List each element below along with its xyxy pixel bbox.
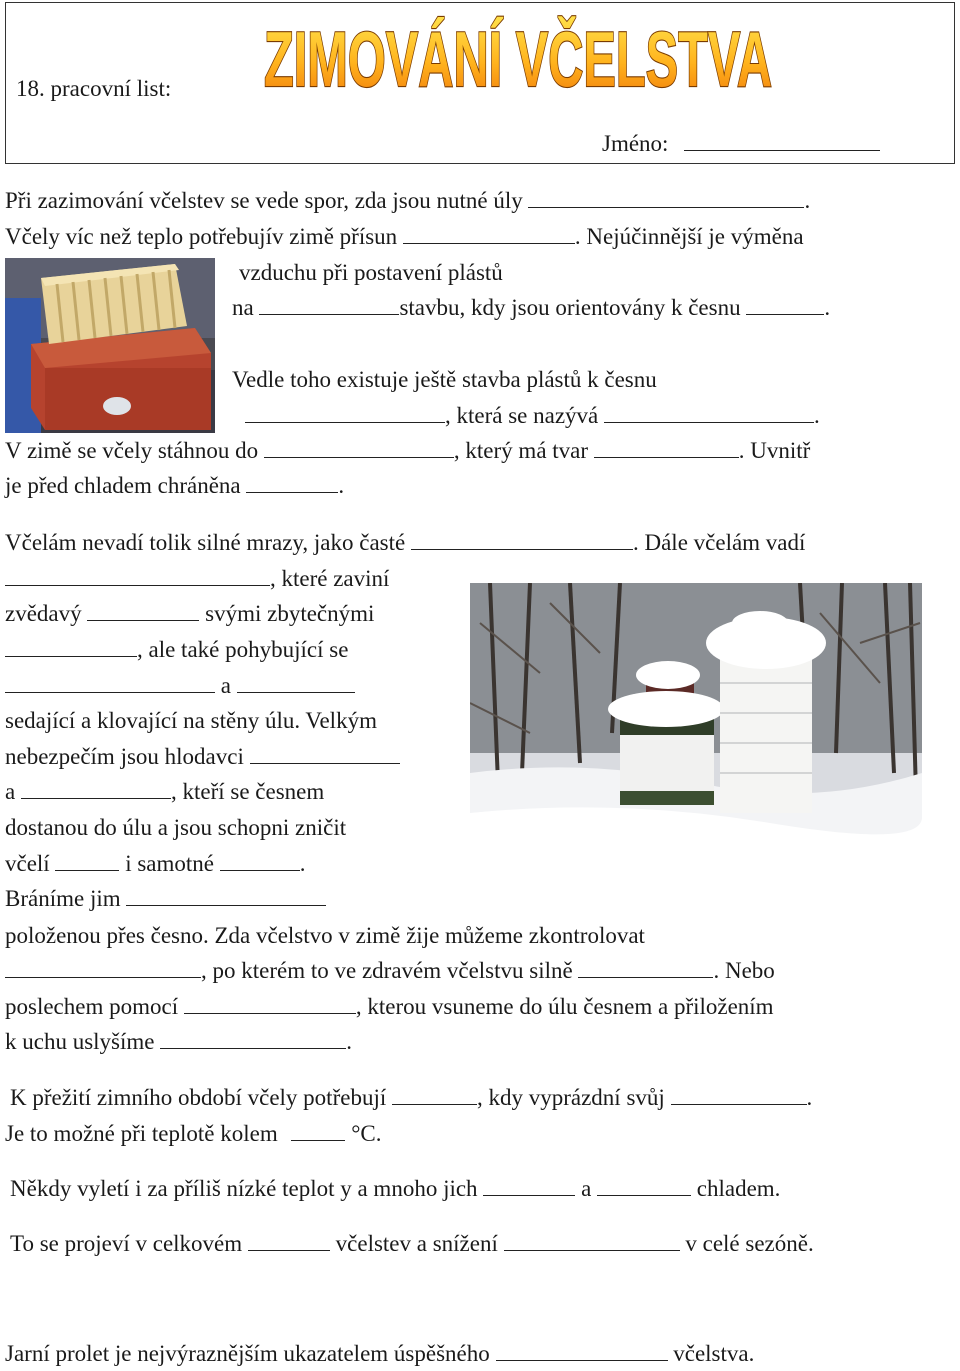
blank[interactable] xyxy=(184,995,356,1014)
blank[interactable] xyxy=(245,404,445,423)
name-label: Jméno: xyxy=(602,131,669,156)
blank[interactable] xyxy=(578,959,713,978)
text-line: Bráníme jim xyxy=(5,885,326,913)
text-line: nebezpečím jsou hlodavci xyxy=(5,743,400,771)
text-line: , ale také pohybující se xyxy=(5,636,348,664)
blank[interactable] xyxy=(220,852,300,871)
snow-covered-beehives-photo xyxy=(470,583,922,883)
blank[interactable] xyxy=(483,1177,575,1196)
blank[interactable] xyxy=(21,780,171,799)
text-line: k uchu uslyšíme . xyxy=(5,1029,352,1054)
text-line: vzduchu při postavení plástů xyxy=(239,260,503,285)
worksheet-title xyxy=(258,14,780,96)
blank[interactable] xyxy=(411,531,633,550)
blank[interactable] xyxy=(5,959,201,978)
text-line: poslechem pomocí , kterou vsuneme do úlu česnem a přiložením xyxy=(5,994,774,1019)
name-field[interactable] xyxy=(602,130,880,158)
text-line: na stavbu, kdy jsou orientovány k česnu . xyxy=(232,295,831,320)
blank[interactable] xyxy=(594,439,739,458)
title-text: ZIMOVÁNÍ VČELSTVA xyxy=(264,15,772,96)
text-line: , po kterém to ve zdravém včelstvu silně . Nebo xyxy=(5,957,775,985)
text-line: a , kteří se česnem xyxy=(5,779,325,804)
text-line: zvědavý svými zbytečnými xyxy=(5,601,375,626)
text-line: K přežití zimního období včely potřebují , kdy vyprázdní svůj . xyxy=(10,1085,813,1110)
text-line: Vedle toho existuje ještě stavba plástů k česnu xyxy=(232,367,657,392)
blank[interactable] xyxy=(259,296,399,315)
blank[interactable] xyxy=(246,474,338,493)
blank[interactable] xyxy=(250,745,400,764)
blank[interactable] xyxy=(528,189,804,208)
blank[interactable] xyxy=(264,439,454,458)
text-line: sedající a klovající na stěny úlu. Velkým xyxy=(5,708,377,733)
text-line: Při zazimování včelstev se vede spor, zda jsou nutné úly . xyxy=(5,188,811,213)
blank[interactable] xyxy=(55,852,119,871)
blank[interactable] xyxy=(248,1232,330,1251)
blank[interactable] xyxy=(403,225,575,244)
text-line: je před chladem chráněna . xyxy=(5,473,345,498)
text-line: Včely víc než teplo potřebujív zimě přísun . Nejúčinnější je výměna xyxy=(5,224,804,249)
blank[interactable] xyxy=(496,1342,668,1361)
blank[interactable] xyxy=(87,602,199,621)
blank[interactable] xyxy=(126,887,326,906)
text-line: , které zaviní xyxy=(5,565,389,593)
text-line: a xyxy=(5,672,355,700)
text-line: Je to možné při teplotě kolem °C. xyxy=(5,1121,382,1146)
blank[interactable] xyxy=(160,1030,346,1049)
text-line: Někdy vyletí i za příliš nízké teplot y a mnoho jich a chladem. xyxy=(10,1176,781,1201)
wooden-beehive-photo xyxy=(5,258,215,433)
blank[interactable] xyxy=(5,638,137,657)
blank[interactable] xyxy=(604,404,814,423)
text-line: V zimě se včely stáhnou do , který má tvar . Uvnitř xyxy=(5,438,811,463)
blank[interactable] xyxy=(237,674,355,693)
text-line: položenou přes česno. Zda včelstvo v zimě žije můžeme zkontrolovat xyxy=(5,923,645,948)
text-line: To se projeví v celkovém včelstev a snížení v celé sezóně. xyxy=(10,1231,814,1256)
blank[interactable] xyxy=(392,1086,477,1105)
blank[interactable] xyxy=(291,1122,345,1141)
text-line: včelí i samotné . xyxy=(5,851,306,876)
blank[interactable] xyxy=(746,296,824,315)
sheet-label: 18. pracovní list: xyxy=(16,76,172,101)
text-line: Jarní prolet je nejvýraznějším ukazatelem úspěšného včelstva. xyxy=(5,1341,755,1366)
text-line: Včelám nevadí tolik silné mrazy, jako časté . Dále včelám vadí xyxy=(5,530,806,555)
blank[interactable] xyxy=(504,1232,680,1251)
blank[interactable] xyxy=(5,674,215,693)
text-line: , která se nazývá . xyxy=(245,402,820,430)
blank[interactable] xyxy=(671,1086,807,1105)
name-blank[interactable] xyxy=(684,132,880,151)
text-line: dostanou do úlu a jsou schopni zničit xyxy=(5,815,347,840)
blank[interactable] xyxy=(5,567,270,586)
blank[interactable] xyxy=(597,1177,691,1196)
